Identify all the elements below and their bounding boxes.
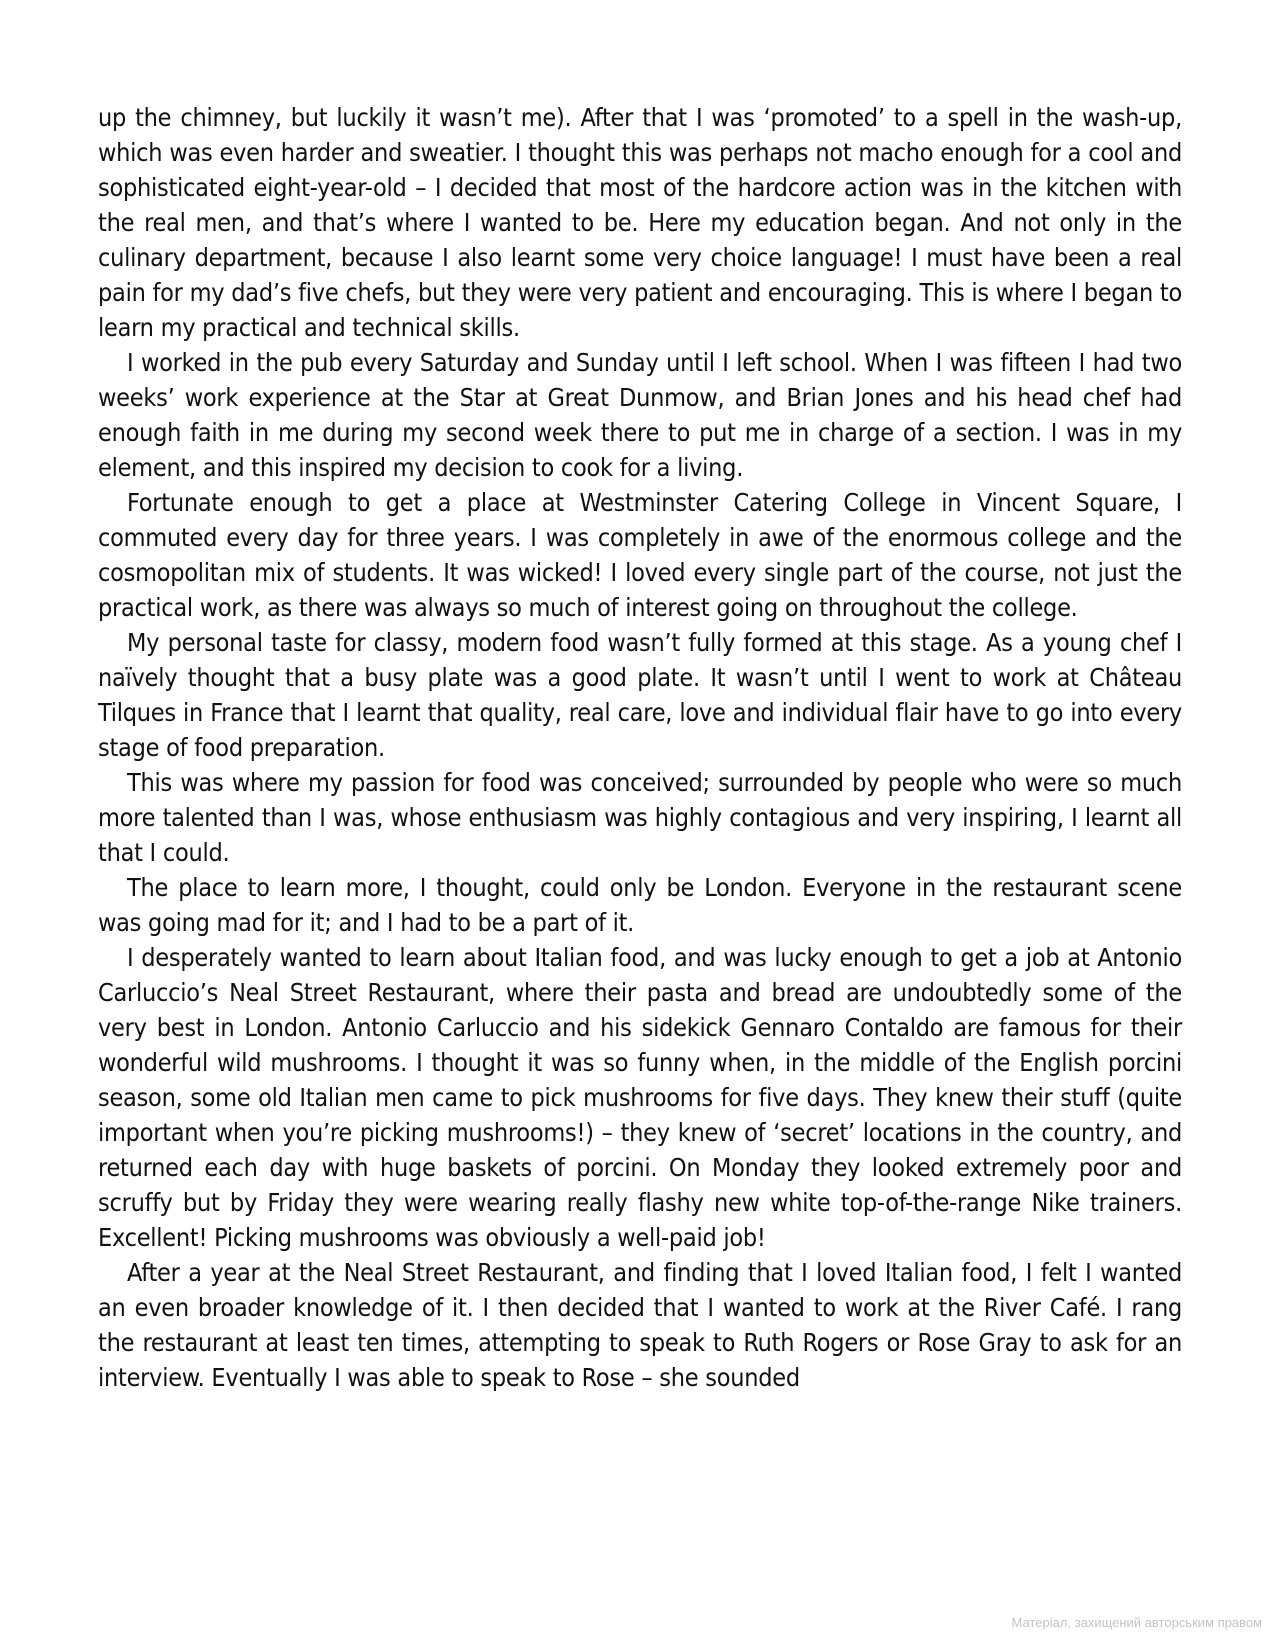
paragraph-3: Fortunate enough to get a place at Westminster Catering College in Vincent Square, I commuted every day for three years. I was completely in awe of the enormous college and the cosmopolitan mix of students. It was wicked! I loved every single part of the course, not just the practical work, as there was always so much of interest going on throughout the college. (98, 488, 1182, 622)
paragraph-7: I desperately wanted to learn about Italian food, and was lucky enough to get a job at Antonio Carluccio’s Neal Street Restaurant, where their pasta and bread are undoubtedly some of the very best in London. Antonio Carluccio and his sidekick Gennaro Contaldo are famous for their wonderful wild mushrooms. I thought it was so funny when, in the middle of the English porcini season, some old Italian men came to pick mushrooms for five days. They knew their stuff (quite important when you’re picking mushrooms!) – they knew of ‘secret’ locations in the country, and returned each day with huge baskets of porcini. On Monday they looked extremely poor and scruffy but by Friday they were wearing really flashy new white top-of-the-range Nike trainers. Excellent! Picking mushrooms was obviously a well-paid job! (98, 943, 1182, 1252)
copyright-watermark: Матеріал, захищений авторським правом (1011, 1615, 1262, 1630)
paragraph-5: This was where my passion for food was conceived; surrounded by people who were so much more talented than I was, whose enthusiasm was highly contagious and very inspiring, I learnt all that I could. (98, 768, 1182, 867)
paragraph-6: The place to learn more, I thought, could only be London. Everyone in the restaurant scene was going mad for it; and I had to be a part of it. (98, 873, 1182, 937)
paragraph-4: My personal taste for classy, modern food wasn’t fully formed at this stage. As a young chef I naïvely thought that a busy plate was a good plate. It wasn’t until I went to work at Château Tilques in France that I learnt that quality, real care, love and individual flair have to go into every stage of food preparation. (98, 628, 1182, 762)
page-body-text (98, 100, 1182, 1395)
paragraph-1: up the chimney, but luckily it wasn’t me). After that I was ‘promoted’ to a spell in the wash-up, which was even harder and sweatier. I thought this was perhaps not macho enough for a cool and sophisticated eight-year-old – I decided that most of the hardcore action was in the kitchen with the real men, and that’s where I wanted to be. Here my education began. And not only in the culinary department, because I also learnt some very choice language! I must have been a real pain for my dad’s five chefs, but they were very patient and encouraging. This is where I began to learn my practical and technical skills. (98, 103, 1182, 342)
paragraph-2: I worked in the pub every Saturday and Sunday until I left school. When I was fifteen I had two weeks’ work experience at the Star at Great Dunmow, and Brian Jones and his head chef had enough faith in me during my second week there to put me in charge of a section. I was in my element, and this inspired my decision to cook for a living. (98, 348, 1182, 482)
paragraph-8: After a year at the Neal Street Restaurant, and finding that I loved Italian food, I felt I wanted an even broader knowledge of it. I then decided that I wanted to work at the River Café. I rang the restaurant at least ten times, attempting to speak to Ruth Rogers or Rose Gray to ask for an interview. Eventually I was able to speak to Rose – she sounded (98, 1258, 1182, 1392)
